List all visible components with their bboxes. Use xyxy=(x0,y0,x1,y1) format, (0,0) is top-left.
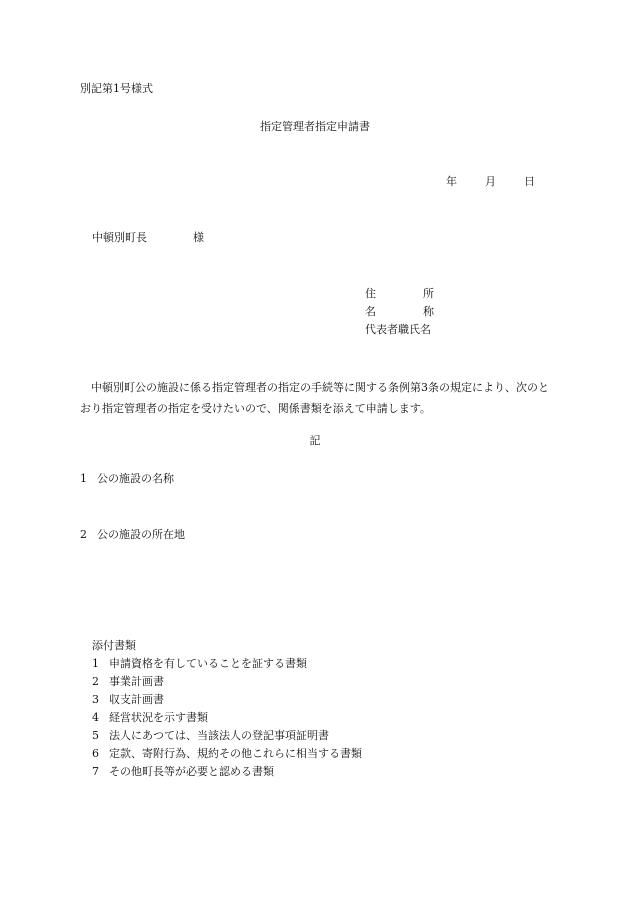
item-facility-name xyxy=(80,472,174,486)
item-label: 公の施設の名称 xyxy=(97,472,174,485)
attachment-item: 2 事業計画書 xyxy=(92,675,164,688)
date-month: 月 xyxy=(485,175,496,188)
attachment-item: 1 申請資格を有していることを証する書類 xyxy=(92,657,307,670)
attachment-item: 5 法人にあつては、当該法人の登記事項証明書 xyxy=(92,729,329,742)
body-paragraph: 中頓別町公の施設に係る指定管理者の指定の手続等に関する条例第3条の規定により、次のとおり指定管理者の指定を受けたいので、関係書類を添えて申請します。 xyxy=(80,381,549,415)
attachment-item: 4 経営状況を示す書類 xyxy=(92,711,208,724)
addressee xyxy=(92,231,204,245)
addressee-name: 中頓別町長 xyxy=(92,231,147,244)
date-line xyxy=(446,175,535,189)
item-label: 公の施設の所在地 xyxy=(97,528,185,541)
attachment-item: 7 その他町長等が必要と認める書類 xyxy=(92,765,274,778)
name-label: 名 称 xyxy=(365,305,434,318)
applicant-block xyxy=(365,287,434,341)
date-year: 年 xyxy=(446,175,457,188)
attachment-item: 3 収支計画書 xyxy=(92,693,164,706)
document-title: 指定管理者指定申請書 xyxy=(260,120,370,133)
attachments-block xyxy=(92,639,362,783)
ki-heading: 記 xyxy=(309,434,321,447)
item-number: 2 xyxy=(80,528,87,541)
attachments-heading: 添付書類 xyxy=(92,639,136,652)
address-label: 住 所 xyxy=(365,287,434,300)
attachment-item: 6 定款、寄附行為、規約その他これらに相当する書類 xyxy=(92,747,362,760)
representative-label: 代表者職氏名 xyxy=(365,323,431,336)
item-number: 1 xyxy=(80,472,87,485)
date-day: 日 xyxy=(524,175,535,188)
addressee-suffix: 様 xyxy=(193,231,204,244)
application-body xyxy=(80,377,555,419)
item-facility-location xyxy=(80,528,185,542)
form-label: 別記第1号様式 xyxy=(80,82,153,95)
